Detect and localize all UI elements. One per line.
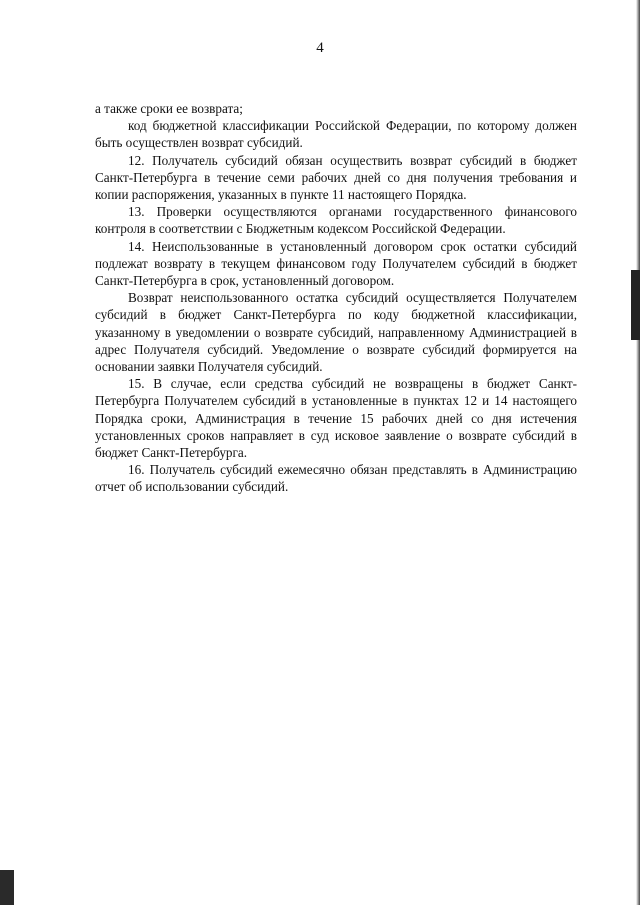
scan-corner-mark bbox=[0, 870, 14, 905]
paragraph-item-12: 12. Получатель субсидий обязан осуществить возврат субсидий в бюджет Санкт-Петербурга в течение семи рабочих дней со дня получения требования и копии распоряжения, указанных в пункте 11 настоящего Порядка. bbox=[95, 152, 577, 203]
paragraph-item-13: 13. Проверки осуществляются органами государственного финансового контроля в соответствии с Бюджетным кодексом Российской Федерации. bbox=[95, 204, 577, 237]
paragraph-item-16: 16. Получатель субсидий ежемесячно обязан представлять в Администрацию отчет об использовании субсидий. bbox=[95, 462, 577, 495]
page-number: 4 bbox=[316, 40, 324, 56]
scan-edge-shadow bbox=[636, 0, 640, 905]
paragraph-item-14: 14. Неиспользованные в установленный договором срок остатки субсидий подлежат возврату в текущем финансовом году Получателем субсидий в бюджет Санкт-Петербурга в срок, установленный договором. bbox=[95, 238, 577, 289]
document-body bbox=[95, 100, 577, 496]
paragraph-budget-code: код бюджетной классификации Российской Федерации, по которому должен быть осуществлен возврат субсидий. bbox=[95, 118, 577, 151]
paragraph-unused-balance: Возврат неиспользованного остатка субсидий осуществляется Получателем субсидий в бюджет Санкт-Петербурга по коду бюджетной классификации, указанному в уведомлении о возврате субсидий, направленному Администрацией в адрес Получателя субсидий. Уведомление о возврате субсидий формируется на основании заявки Получателя субсидий. bbox=[95, 290, 577, 375]
scan-margin-mark bbox=[631, 270, 640, 340]
paragraph-item-15: 15. В случае, если средства субсидий не возвращены в бюджет Санкт-Петербурга Получателем субсидий в установленные в пунктах 12 и 14 настоящего Порядка сроки, Администрация в течение 15 рабочих дней со дня истечения установленных сроков направляет в суд исковое заявление о возврате субсидий в бюджет Санкт-Петербурга. bbox=[95, 376, 577, 461]
paragraph-return-terms: а также сроки ее возврата; bbox=[95, 101, 243, 116]
